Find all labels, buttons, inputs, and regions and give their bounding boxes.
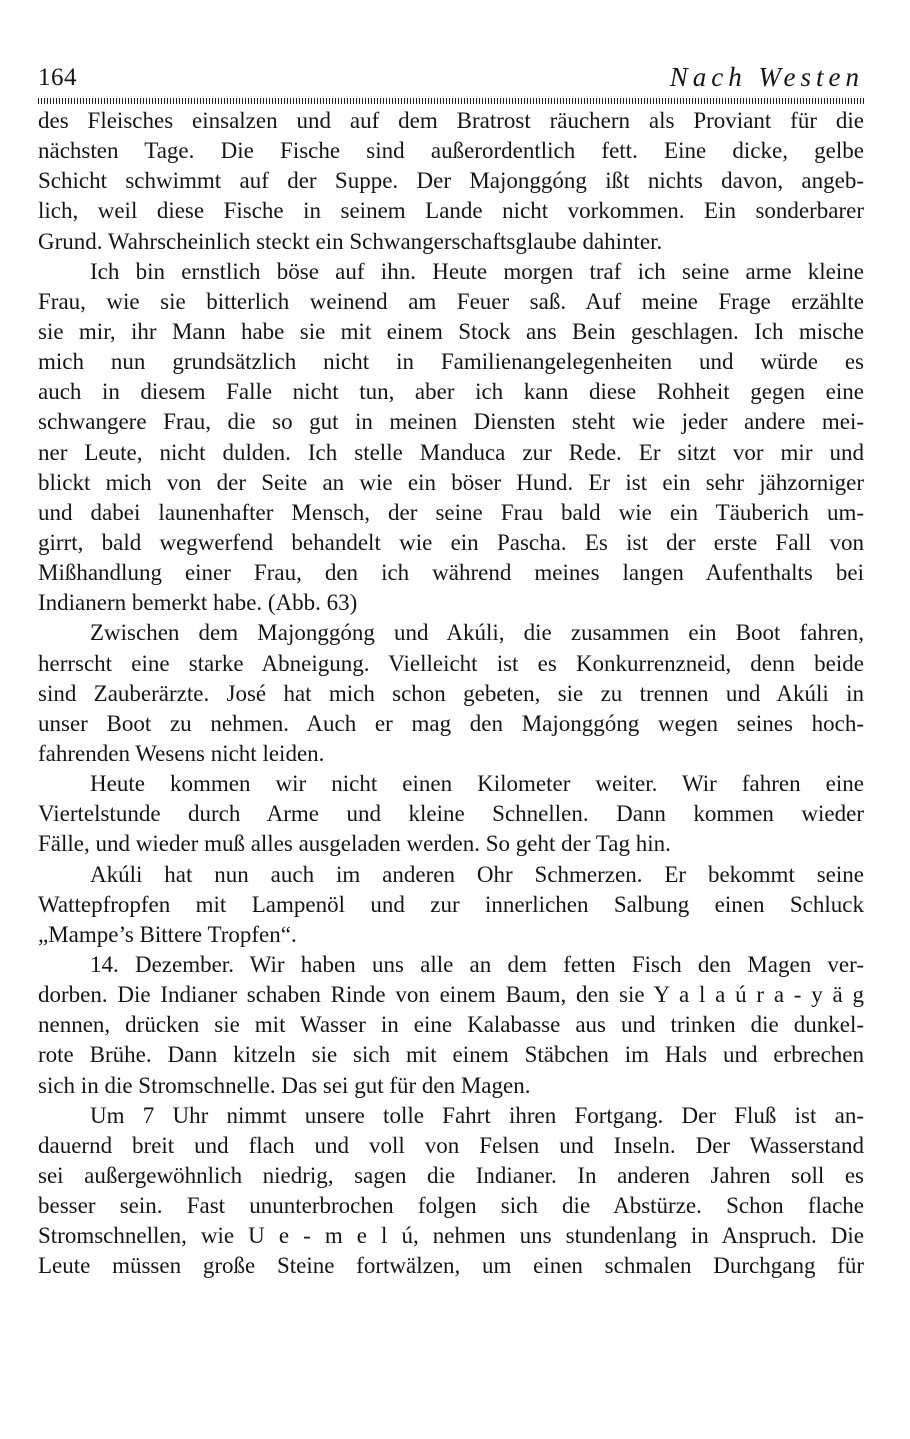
text-line: Stromschnellen, wie U e - m e l ú, nehmen uns stundenlang in Anspruch. Die — [38, 1223, 864, 1249]
text-line: Indianern bemerkt habe. (Abb. 63) — [38, 590, 358, 616]
text-line: unser Boot zu nehmen. Auch er mag den Majonggóng wegen seines hoch- — [38, 710, 864, 736]
text-line: fahrenden Wesens nicht leiden. — [38, 740, 325, 766]
text-line: nächsten Tage. Die Fische sind außerordentlich fett. Eine dicke, gelbe — [38, 138, 864, 164]
header-rule — [38, 98, 864, 104]
text-line: Heute kommen wir nicht einen Kilometer weiter. Wir fahren eine — [90, 771, 864, 797]
text-line: Fälle, und wieder muß alles ausgeladen werden. So geht der Tag hin. — [38, 831, 671, 857]
text-line: rote Brühe. Dann kitzeln sie sich mit einem Stäbchen im Hals und erbrechen — [38, 1042, 864, 1068]
text-line: auch in diesem Falle nicht tun, aber ich kann diese Rohheit gegen eine — [38, 379, 864, 405]
page-header — [38, 62, 864, 100]
page-number: 164 — [38, 64, 77, 91]
text-line: schwangere Frau, die so gut in meinen Diensten steht wie jeder andere mei- — [38, 409, 864, 435]
text-line: Um 7 Uhr nimmt unsere tolle Fahrt ihren Fortgang. Der Fluß ist an- — [90, 1102, 864, 1128]
text-line: sich in die Stromschnelle. Das sei gut für den Magen. — [38, 1072, 531, 1098]
text-line: Ich bin ernstlich böse auf ihn. Heute morgen traf ich seine arme kleine — [90, 258, 864, 284]
text-line: Viertelstunde durch Arme und kleine Schnellen. Dann kommen wieder — [38, 801, 864, 827]
text-line: Grund. Wahrscheinlich steckt ein Schwangerschaftsglaube dahinter. — [38, 228, 663, 254]
text-line: Leute müssen große Steine fortwälzen, um einen schmalen Durchgang für — [38, 1253, 864, 1279]
body-text — [38, 106, 864, 1281]
text-line: des Fleisches einsalzen und auf dem Bratrost räuchern als Proviant für die — [38, 108, 864, 133]
text-line: und dabei launenhafter Mensch, der seine Frau bald wie ein Täuberich um- — [38, 499, 864, 525]
book-page — [38, 62, 864, 1281]
text-line: Schicht schwimmt auf der Suppe. Der Majonggóng ißt nichts davon, angeb- — [38, 168, 864, 194]
text-line: sind Zauberärzte. José hat mich schon gebeten, sie zu trennen und Akúli in — [38, 680, 864, 706]
text-line: dauernd breit und flach und voll von Felsen und Inseln. Der Wasserstand — [38, 1132, 864, 1158]
text-line: herrscht eine starke Abneigung. Vielleicht ist es Konkurrenzneid, denn beide — [38, 650, 864, 676]
text-line: blickt mich von der Seite an wie ein böser Hund. Er ist ein sehr jähzorniger — [38, 469, 864, 495]
text-line: besser sein. Fast ununterbrochen folgen sich die Abstürze. Schon flache — [38, 1193, 864, 1219]
text-line: sei außergewöhnlich niedrig, sagen die Indianer. In anderen Jahren soll es — [38, 1162, 864, 1188]
text-line: Wattepfropfen mit Lampenöl und zur innerlichen Salbung einen Schluck — [38, 891, 864, 917]
text-line: dorben. Die Indianer schaben Rinde von einem Baum, den sie Y a l a ú r a - y ä g — [38, 982, 864, 1008]
text-line: mich nun grundsätzlich nicht in Familienangelegenheiten und würde es — [38, 349, 864, 375]
text-line: Akúli hat nun auch im anderen Ohr Schmerzen. Er bekommt seine — [90, 861, 864, 887]
text-line: sie mir, ihr Mann habe sie mit einem Stock ans Bein geschlagen. Ich mische — [38, 318, 864, 344]
text-line: Mißhandlung einer Frau, den ich während meines langen Aufenthalts bei — [38, 560, 864, 586]
text-line: girrt, bald wegwerfend behandelt wie ein Pascha. Es ist der erste Fall von — [38, 529, 864, 555]
text-line: Frau, wie sie bitterlich weinend am Feuer saß. Auf meine Frage erzählte — [38, 288, 864, 314]
text-line: Zwischen dem Majonggóng und Akúli, die zusammen ein Boot fahren, — [90, 620, 864, 646]
running-title: Nach Westen — [669, 62, 864, 92]
text-line: ner Leute, nicht dulden. Ich stelle Manduca zur Rede. Er sitzt vor mir und — [38, 439, 864, 465]
text-line: 14. Dezember. Wir haben uns alle an dem fetten Fisch den Magen ver- — [90, 951, 864, 977]
text-line: nennen, drücken sie mit Wasser in eine Kalabasse aus und trinken die dunkel- — [38, 1012, 864, 1038]
text-line: „Mampe’s Bittere Tropfen“. — [38, 921, 297, 947]
text-line: lich, weil diese Fische in seinem Lande nicht vorkommen. Ein sonderbarer — [38, 198, 864, 224]
